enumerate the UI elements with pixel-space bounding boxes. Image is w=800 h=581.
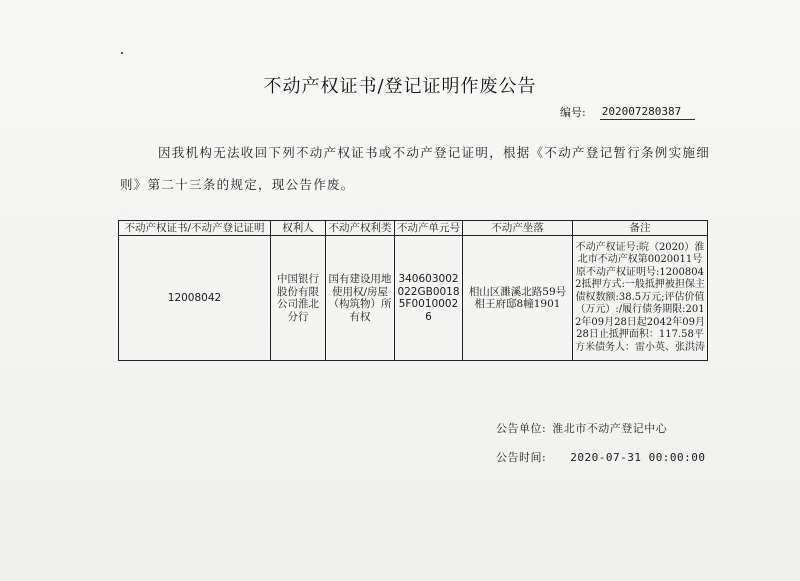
- header-unit-number: 不动产单元号: [395, 221, 463, 236]
- document-number-label: 编号:: [560, 106, 586, 119]
- announcement-time-label: 公告时间:: [496, 451, 547, 464]
- notice-paragraph: 因我机构无法收回下列不动产权证书或不动产登记证明，根据《不动产登记暂行条例实施细则》第二十三条的规定，现公告作废。: [120, 145, 711, 192]
- cell-right-type: 国有建设用地使用权/房屋（构筑物）所有权: [326, 236, 395, 361]
- announcement-unit-value: 淮北市不动产登记中心: [552, 422, 668, 435]
- table-header-row: [119, 221, 708, 236]
- header-owner: 权利人: [271, 221, 326, 236]
- header-remark: 备注: [573, 221, 708, 236]
- document-number: [560, 104, 695, 120]
- table-row: [119, 236, 708, 361]
- scan-speck: [121, 52, 123, 54]
- header-certificate: 不动产权证书/不动产登记证明: [119, 221, 271, 236]
- document-number-value: 202007280387: [600, 105, 695, 120]
- certificate-table: [118, 220, 708, 361]
- announcement-unit: [496, 420, 667, 436]
- cell-unit-number: 340603002022GB00185F00100026: [395, 236, 463, 361]
- announcement-unit-label: 公告单位:: [496, 422, 547, 435]
- cell-location: 相山区濉溪北路59号相王府邸8幢1901: [463, 236, 573, 361]
- page-title: 不动产权证书/登记证明作废公告: [263, 76, 537, 97]
- cell-owner: 中国银行股份有限公司淮北分行: [271, 236, 326, 361]
- cell-certificate: 12008042: [119, 236, 271, 361]
- header-location: 不动产坐落: [463, 221, 573, 236]
- cell-remark: 不动产权证号:皖（2020）淮北市不动产权第0020011号原不动产权证明号:12008042抵押方式:一般抵押被担保主债权数额:38.5万元;评估价值（万元）:/履行债务期限:2012年09月28日起2042年09月28日止抵押面积：117.58平方米债务人：雷小英、张洪涛: [573, 236, 708, 361]
- header-right-type: 不动产权利类: [326, 221, 395, 236]
- announcement-time-value: 2020-07-31 00:00:00: [570, 451, 706, 464]
- announcement-time: [496, 449, 706, 465]
